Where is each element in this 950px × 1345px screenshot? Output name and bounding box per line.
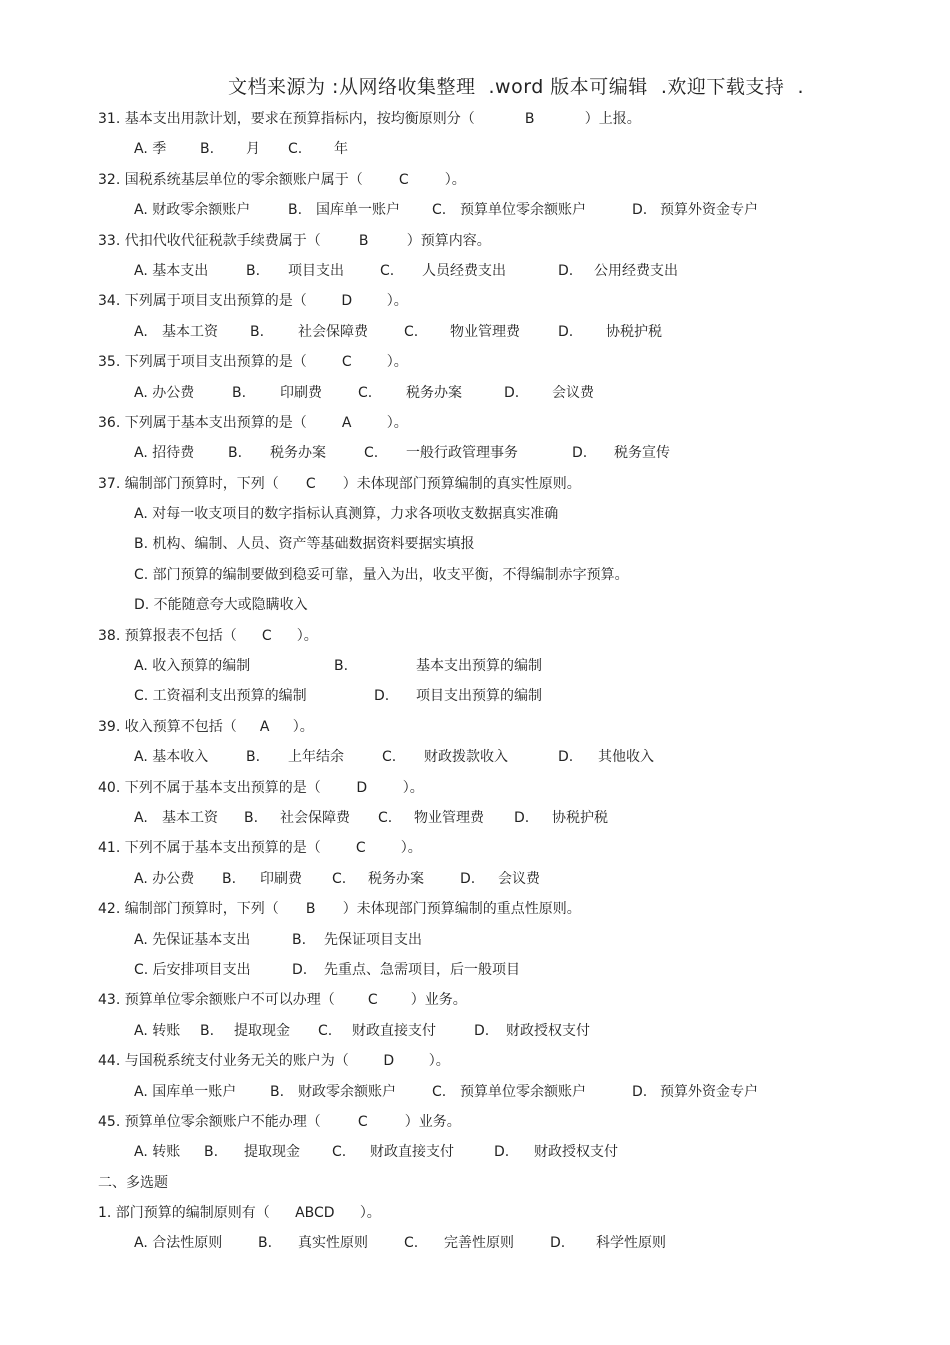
option-b: B.	[200, 141, 215, 158]
option-c: C.	[380, 262, 395, 279]
option-b-text: 月	[246, 141, 260, 158]
answer-41: C	[355, 840, 366, 857]
option-37-c: C. 部门预算的编制要做到稳妥可靠，量入为出，收支平衡，不得编制赤字预算。	[134, 566, 629, 583]
options-34	[0, 317, 950, 347]
option-c-text: 一般行政管理事务	[406, 445, 518, 462]
options-33	[0, 256, 950, 286]
option-d-text: 会议费	[552, 384, 594, 401]
question-37: 37. 编制部门预算时，下列（ C ）未体现部门预算编制的真实性原则。	[0, 469, 950, 499]
options-44	[0, 1077, 950, 1107]
option-b-text: 印刷费	[280, 384, 322, 401]
option-37-b: B. 机构、编制、人员、资产等基础数据资料要据实填报	[134, 536, 475, 553]
answer-36: A	[341, 414, 352, 431]
option-a: A.	[134, 323, 148, 340]
option-b: B.	[292, 931, 307, 948]
option-a: A. 办公费	[134, 384, 195, 401]
page-header: 文档来源为 :从网络收集整理 .word 版本可编辑 .欢迎下载支持 .	[228, 76, 805, 98]
option-b: B.	[250, 323, 265, 340]
option-c: C.	[332, 1144, 347, 1161]
option-c: C.	[332, 870, 347, 887]
option-b-text: 社会保障费	[298, 323, 368, 340]
option-d-text: 公用经费支出	[594, 262, 678, 279]
option-a-text: 基本工资	[162, 323, 218, 340]
option-c-text: 财政直接支付	[352, 1022, 436, 1039]
option-a: A. 国库单一账户	[134, 1083, 237, 1100]
options-40	[0, 803, 950, 833]
answer-38: C	[261, 627, 272, 644]
question-40: 40. 下列不属于基本支出预算的是（ D ）。	[0, 773, 950, 803]
option-b: B.	[270, 1083, 285, 1100]
option-c-text: 人员经费支出	[422, 262, 506, 279]
option-c: C.	[288, 141, 303, 158]
option-c-text: 财政拨款收入	[424, 749, 508, 766]
option-a: A. 办公费	[134, 870, 195, 887]
option-a: A. 基本支出	[134, 262, 209, 279]
option-c: C.	[364, 445, 379, 462]
question-35: 35. 下列属于项目支出预算的是（ C ）。	[0, 347, 950, 377]
option-b-text: 印刷费	[260, 870, 302, 887]
question-32: 32. 国税系统基层单位的零余额账户属于（ C ）。	[0, 165, 950, 195]
options-38-cd	[0, 681, 950, 711]
option-d-text: 会议费	[498, 870, 540, 887]
option-c: C.	[382, 749, 397, 766]
option-c-text: 物业管理费	[414, 809, 484, 826]
option-c-text: 完善性原则	[444, 1235, 514, 1252]
option-b: B.	[334, 658, 349, 675]
answer-37: C	[305, 475, 316, 492]
options-42-cd	[0, 955, 950, 985]
option-d: D.	[572, 445, 588, 462]
option-d: D.	[292, 961, 308, 978]
answer-39: A	[259, 718, 270, 735]
answer-m1: ABCD	[295, 1205, 335, 1222]
question-31: 31. 基本支出用款计划，要求在预算指标内，按均衡原则分（ B ）上报。	[0, 104, 950, 134]
option-c: C. 后安排项目支出	[134, 961, 251, 978]
options-45	[0, 1137, 950, 1167]
option-b: B.	[232, 384, 247, 401]
option-a: A. 先保证基本支出	[134, 931, 251, 948]
option-c-text: 预算单位零余额账户	[460, 1083, 586, 1100]
option-d: D.	[374, 688, 390, 705]
option-b: B.	[246, 262, 261, 279]
question-34: 34. 下列属于项目支出预算的是（ D ）。	[0, 286, 950, 316]
option-a: A.	[134, 809, 148, 826]
option-a: A. 转账	[134, 1144, 181, 1161]
option-b: B.	[288, 202, 303, 219]
option-c-text: 年	[334, 141, 348, 158]
option-c: C.	[378, 809, 393, 826]
question-39: 39. 收入预算不包括（ A ）。	[0, 712, 950, 742]
option-b: B.	[258, 1235, 273, 1252]
question-m1: 1. 部门预算的编制原则有（ ABCD ）。	[0, 1198, 950, 1228]
option-d-text: 科学性原则	[596, 1235, 666, 1252]
option-c: C.	[432, 202, 447, 219]
options-m1	[0, 1228, 950, 1258]
option-37-d: D. 不能随意夸大或隐瞒收入	[134, 597, 308, 614]
option-d-text: 协税护税	[552, 809, 608, 826]
option-b-text: 社会保障费	[280, 809, 350, 826]
option-d-text: 预算外资金专户	[660, 202, 758, 219]
options-36	[0, 438, 950, 468]
option-c: C. 工资福利支出预算的编制	[134, 688, 307, 705]
question-36: 36. 下列属于基本支出预算的是（ A ）。	[0, 408, 950, 438]
option-d: D.	[558, 262, 574, 279]
answer-32: C	[398, 171, 409, 188]
section-title: 二、多选题	[98, 1174, 168, 1191]
option-b-text: 财政零余额账户	[298, 1083, 396, 1100]
option-a: A. 基本收入	[134, 749, 209, 766]
option-a-text: 基本工资	[162, 809, 218, 826]
option-d-text: 财政授权支付	[534, 1144, 618, 1161]
option-d: D.	[494, 1144, 510, 1161]
option-d-text: 税务宣传	[614, 445, 670, 462]
option-b-text: 先保证项目支出	[324, 931, 422, 948]
answer-45: C	[357, 1113, 368, 1130]
question-33: 33. 代扣代收代征税款手续费属于（ B ）预算内容。	[0, 226, 950, 256]
option-c: C.	[432, 1083, 447, 1100]
question-43: 43. 预算单位零余额账户不可以办理（ C ）业务。	[0, 985, 950, 1015]
option-b: B.	[222, 870, 237, 887]
option-b: B.	[200, 1022, 215, 1039]
option-c: C.	[318, 1022, 333, 1039]
option-b-text: 国库单一账户	[316, 202, 400, 219]
question-list	[0, 104, 950, 1259]
option-d: D.	[460, 870, 476, 887]
answer-35: C	[341, 354, 352, 371]
option-37-a: A. 对每一收支项目的数字指标认真测算，力求各项收支数据真实准确	[134, 506, 559, 523]
options-39	[0, 742, 950, 772]
option-b-text: 提取现金	[234, 1022, 290, 1039]
option-c-text: 税务办案	[368, 870, 424, 887]
option-b-text: 项目支出	[288, 262, 344, 279]
option-d: D.	[558, 749, 574, 766]
options-35	[0, 378, 950, 408]
option-d: D.	[550, 1235, 566, 1252]
answer-34: D	[341, 293, 353, 310]
option-d: D.	[504, 384, 520, 401]
option-d: D.	[474, 1022, 490, 1039]
question-44: 44. 与国税系统支付业务无关的账户为（ D ）。	[0, 1046, 950, 1076]
question-45: 45. 预算单位零余额账户不能办理（ C ）业务。	[0, 1107, 950, 1137]
option-c-text: 税务办案	[406, 384, 462, 401]
question-38: 38. 预算报表不包括（ C ）。	[0, 621, 950, 651]
option-c: C.	[404, 323, 419, 340]
option-a: A. 收入预算的编制	[134, 658, 251, 675]
option-b: B.	[246, 749, 261, 766]
option-b: B.	[204, 1144, 219, 1161]
option-b: B.	[228, 445, 243, 462]
option-b-text: 提取现金	[244, 1144, 300, 1161]
options-41	[0, 864, 950, 894]
option-c: C.	[358, 384, 373, 401]
option-a: A. 合法性原则	[134, 1235, 223, 1252]
option-b: B.	[244, 809, 259, 826]
option-a: A. 招待费	[134, 445, 195, 462]
option-d: D.	[558, 323, 574, 340]
option-b-text: 税务办案	[270, 445, 326, 462]
options-38-ab	[0, 651, 950, 681]
options-32	[0, 195, 950, 225]
option-a: A. 季	[134, 141, 167, 158]
option-b-text: 基本支出预算的编制	[416, 658, 542, 675]
option-b-text: 上年结余	[288, 749, 344, 766]
answer-40: D	[356, 779, 368, 796]
option-d-text: 其他收入	[598, 749, 654, 766]
option-d: D.	[632, 202, 648, 219]
option-c-text: 财政直接支付	[370, 1144, 454, 1161]
options-43	[0, 1016, 950, 1046]
option-d-text: 先重点、急需项目，后一般项目	[324, 961, 520, 978]
question-41: 41. 下列不属于基本支出预算的是（ C ）。	[0, 833, 950, 863]
option-c-text: 预算单位零余额账户	[460, 202, 586, 219]
option-d-text: 项目支出预算的编制	[416, 688, 542, 705]
option-d: D.	[514, 809, 530, 826]
option-a: A. 财政零余额账户	[134, 202, 251, 219]
option-d: D.	[632, 1083, 648, 1100]
answer-43: C	[367, 992, 378, 1009]
option-d-text: 预算外资金专户	[660, 1083, 758, 1100]
option-d-text: 财政授权支付	[506, 1022, 590, 1039]
option-d-text: 协税护税	[606, 323, 662, 340]
options-42-ab	[0, 925, 950, 955]
answer-42: B	[305, 901, 316, 918]
answer-33: B	[358, 232, 369, 249]
option-c-text: 物业管理费	[450, 323, 520, 340]
answer-44: D	[383, 1053, 395, 1070]
option-a: A. 转账	[134, 1022, 181, 1039]
question-42: 42. 编制部门预算时，下列（ B ）未体现部门预算编制的重点性原则。	[0, 894, 950, 924]
option-b-text: 真实性原则	[298, 1235, 368, 1252]
option-c: C.	[404, 1235, 419, 1252]
options-31	[0, 134, 950, 164]
answer-31: B	[524, 111, 535, 127]
